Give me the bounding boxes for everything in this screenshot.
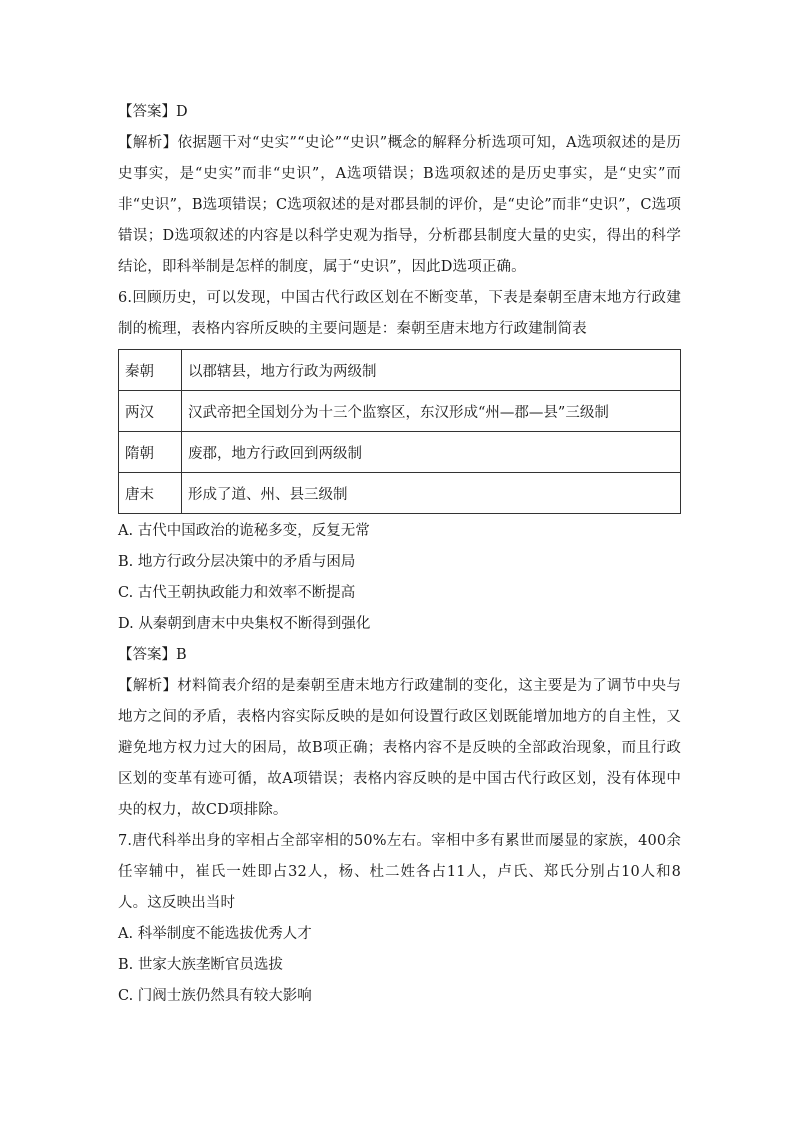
q6-option-c: C. 古代王朝执政能力和效率不断提高	[118, 585, 356, 601]
q6-analysis: 【解析】材料简表介绍的是秦朝至唐末地方行政建制的变化，这主要是为了调节中央与地方之间的矛盾，表格内容实际反映的是如何设置行政区划既能增加地方的自主性，又避免地方权力过大的困局，故B项正确；表格内容不是反映的全部政治现象，而且行政区划的变革有迹可循，故A项错误；表格内容反映的是中国古代行政区划，没有体现中央的权力，故CD项排除。	[118, 678, 681, 818]
q7-stem: 7.唐代科举出身的宰相占全部宰相的50%左右。宰相中多有累世而屡显的家族，400余任宰辅中，崔氏一姓即占32人，杨、杜二姓各占11人，卢氏、郑氏分别占10人和8人。这反映出当时	[118, 833, 681, 911]
q5-answer: 【答案】D	[118, 104, 188, 120]
table-cell-desc: 废郡，地方行政回到两级制	[182, 432, 681, 473]
q6-option-a: A. 古代中国政治的诡秘多变，反复无常	[118, 523, 370, 539]
table-cell-desc: 形成了道、州、县三级制	[182, 473, 681, 514]
document-page	[118, 97, 681, 1012]
q5-analysis: 【解析】依据题干对“史实”“史论”“史识”概念的解释分析选项可知，A选项叙述的是历史事实，是“史实”而非“史识”，A选项错误；B选项叙述的是历史事实，是“史实”而非“史识”，B选项错误；C选项叙述的是对郡县制的评价，是“史论”而非“史识”，C选项错误；D选项叙述的内容是以科学史观为指导，分析郡县制度大量的史实，得出的科学结论，即科举制是怎样的制度，属于“史识”，因此D选项正确。	[118, 135, 681, 275]
q6-stem: 6.回顾历史，可以发现，中国古代行政区划在不断变革，下表是秦朝至唐末地方行政建制的梳理，表格内容所反映的主要问题是：秦朝至唐末地方行政建制简表	[118, 290, 681, 337]
q6-option-b: B. 地方行政分层决策中的矛盾与困局	[118, 554, 356, 570]
q7-option-b: B. 世家大族垄断官员选拔	[118, 957, 283, 973]
admin-table	[118, 349, 681, 514]
q7-option-c: C. 门阀士族仍然具有较大影响	[118, 988, 312, 1004]
table-cell-period: 秦朝	[119, 350, 182, 391]
table-cell-period: 隋朝	[119, 432, 182, 473]
table-cell-desc: 汉武帝把全国划分为十三个监察区，东汉形成“州—郡—县”三级制	[182, 391, 681, 432]
table-cell-period: 两汉	[119, 391, 182, 432]
q7-option-a: A. 科举制度不能选拔优秀人才	[118, 926, 312, 942]
q6-answer: 【答案】B	[118, 647, 187, 663]
q6-option-d: D. 从秦朝到唐末中央集权不断得到强化	[118, 616, 371, 632]
table-row	[119, 432, 681, 473]
table-cell-desc: 以郡辖县，地方行政为两级制	[182, 350, 681, 391]
table-row	[119, 391, 681, 432]
table-row	[119, 473, 681, 514]
table-cell-period: 唐末	[119, 473, 182, 514]
table-row	[119, 350, 681, 391]
